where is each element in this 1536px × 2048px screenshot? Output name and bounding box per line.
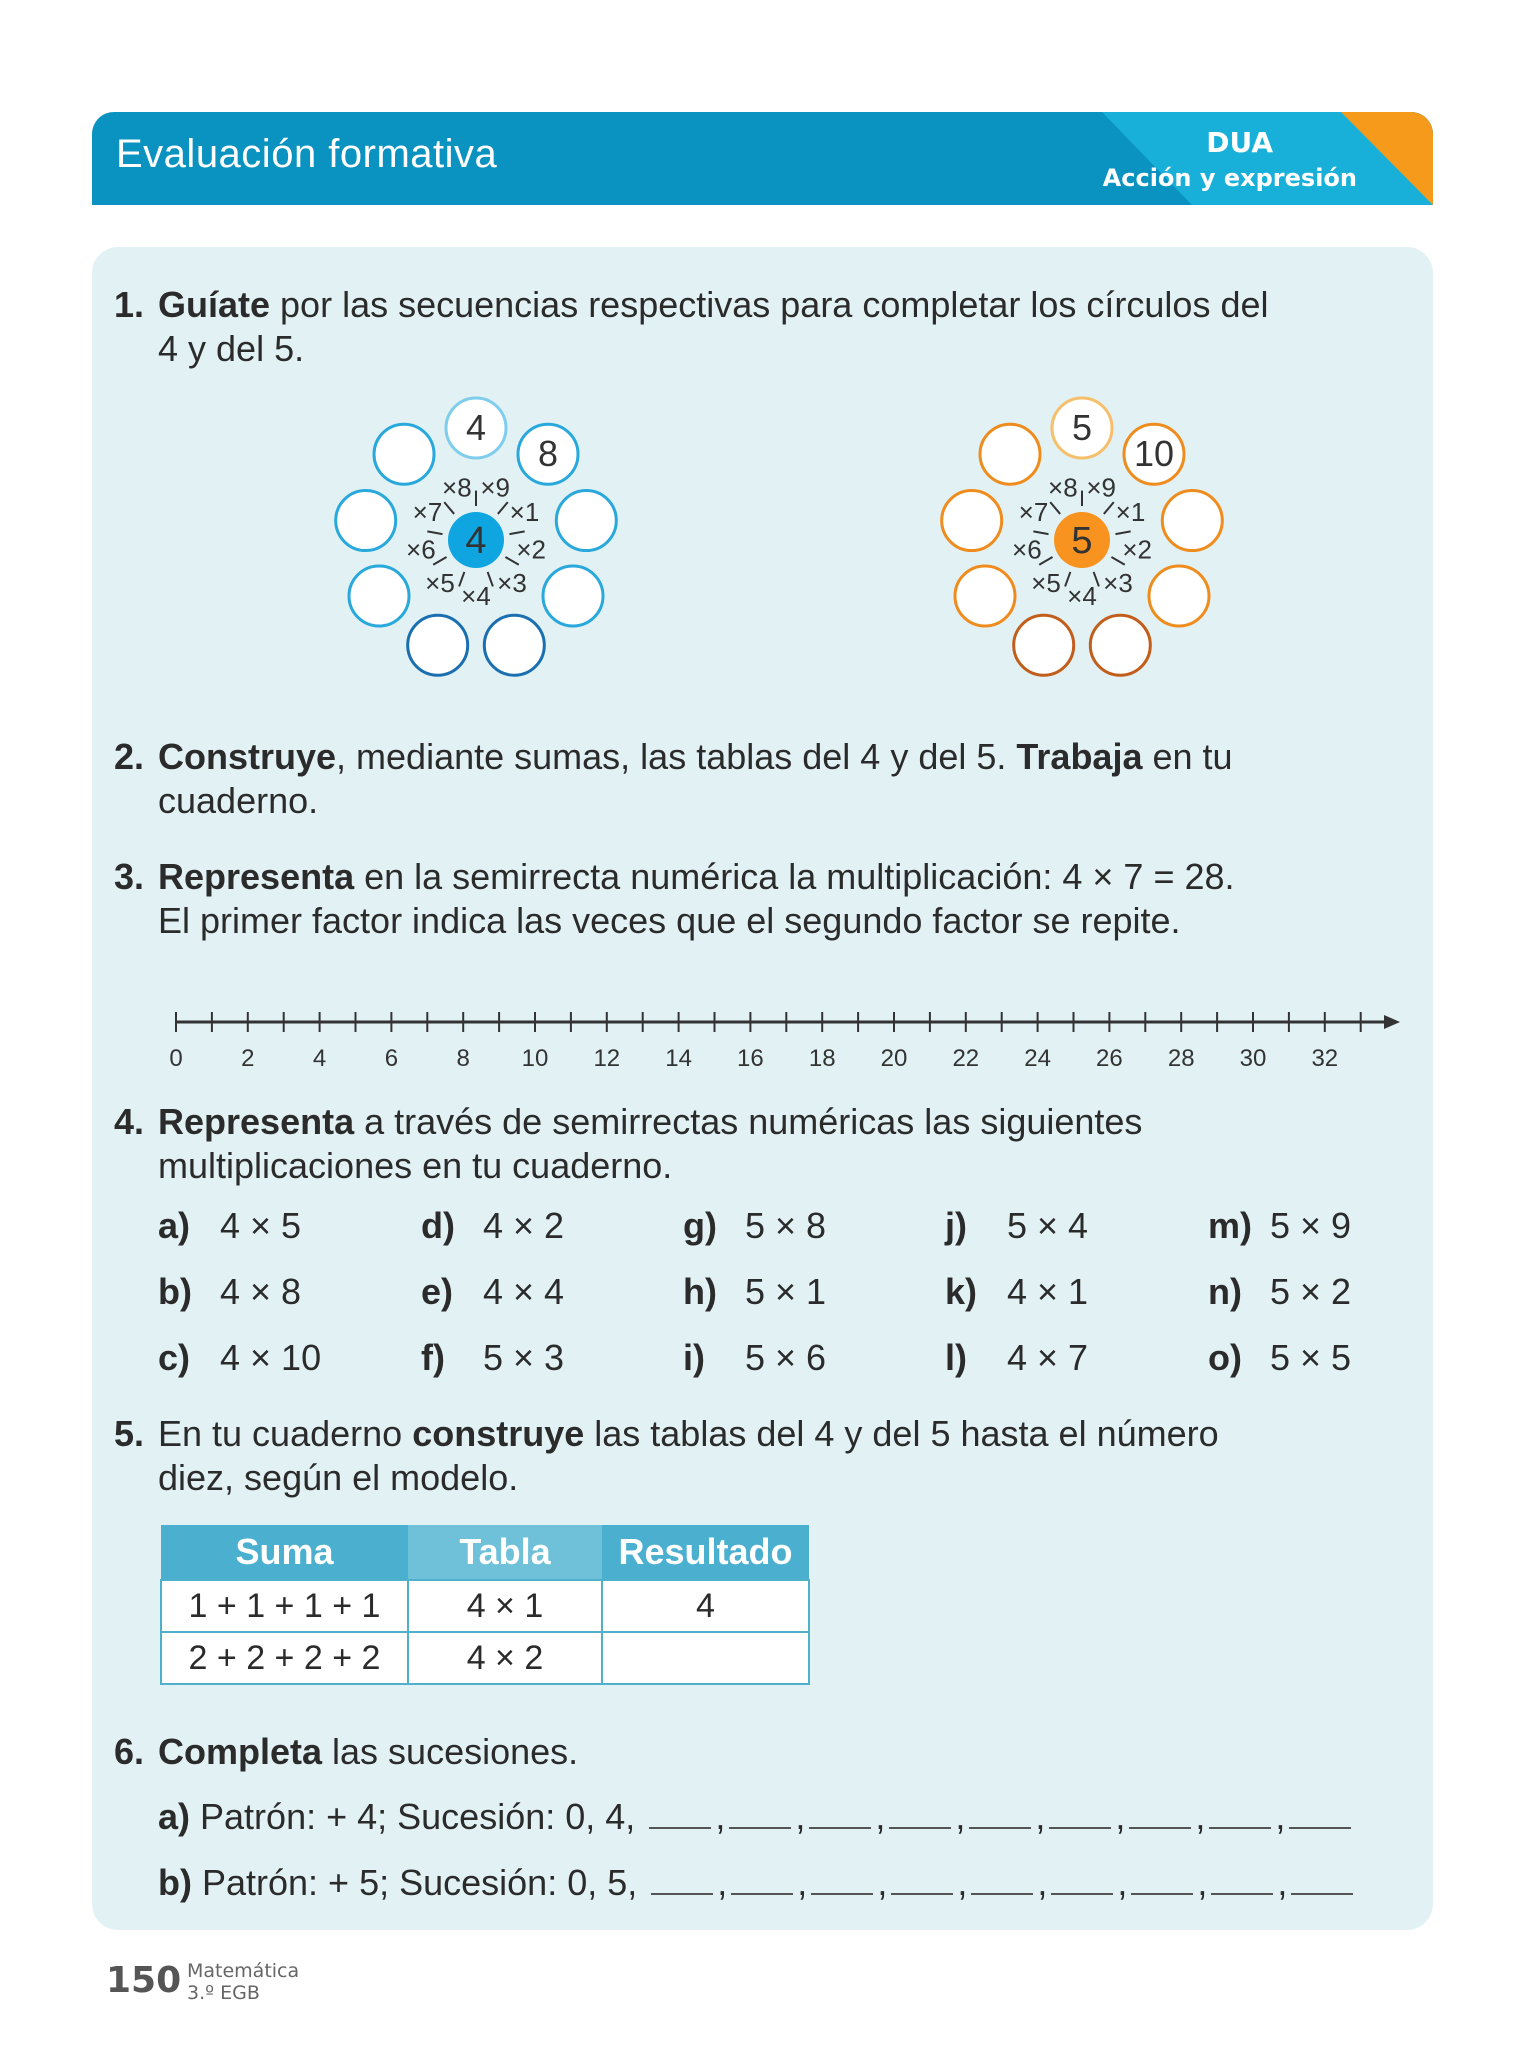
flower-factor-label: ×3	[1103, 567, 1133, 598]
answer-blank[interactable]	[1289, 1797, 1351, 1829]
multiplication-item	[683, 1271, 826, 1313]
tick-label: 6	[384, 1045, 399, 1072]
axis-arrow	[1384, 1015, 1400, 1029]
answer-blank[interactable]	[649, 1797, 711, 1829]
table-cell: 1 + 1 + 1 + 1	[161, 1580, 408, 1632]
tick-label: 2	[241, 1045, 255, 1072]
question-text: Representa en la semirrecta numérica la multiplicación: 4 × 7 = 28.	[158, 856, 1235, 897]
multiplication-item	[421, 1337, 564, 1379]
model-table	[160, 1525, 810, 1685]
item-expression: 4 × 8	[220, 1271, 302, 1312]
petal-value: 5	[1071, 407, 1093, 448]
item-letter: j)	[945, 1205, 967, 1246]
item-letter: f)	[421, 1337, 445, 1378]
flower-spoke	[1050, 502, 1060, 514]
multiplication-item	[421, 1271, 564, 1313]
answer-blank[interactable]	[1209, 1797, 1271, 1829]
item-letter: d)	[421, 1205, 455, 1246]
sequence-label: b)	[158, 1862, 192, 1903]
item-expression: 5 × 5	[1270, 1337, 1352, 1378]
multiplication-item	[1208, 1271, 1351, 1313]
tick-label: 10	[521, 1045, 549, 1072]
flower-factor-label: ×2	[516, 534, 546, 565]
footer-grade: 3.º EGB	[187, 1982, 260, 2004]
flower-4	[336, 398, 617, 675]
flower-spoke	[427, 531, 442, 534]
tick-label: 18	[808, 1045, 836, 1072]
question-text-line2: El primer factor indica las veces que el segundo factor se repite.	[158, 900, 1181, 941]
tick-label: 24	[1024, 1045, 1051, 1072]
item-expression: 5 × 2	[1270, 1271, 1352, 1312]
answer-blank[interactable]	[1129, 1797, 1191, 1829]
table-cell: 2 + 2 + 2 + 2	[161, 1632, 408, 1684]
question-2	[114, 735, 1434, 825]
sequence-text: Patrón: + 4; Sucesión: 0, 4,	[190, 1796, 636, 1837]
flower-petal[interactable]	[1090, 615, 1150, 675]
flower-factor-label: ×4	[461, 581, 491, 611]
multiplication-item	[945, 1271, 1088, 1313]
answer-blank[interactable]	[1211, 1863, 1273, 1895]
item-expression: 5 × 4	[1007, 1205, 1089, 1246]
item-expression: 4 × 1	[1007, 1271, 1089, 1312]
item-expression: 4 × 10	[220, 1337, 322, 1378]
flower-factor-label: ×2	[1122, 534, 1152, 565]
answer-blank[interactable]	[1051, 1863, 1113, 1895]
flower-factor-label: ×5	[1031, 567, 1061, 598]
multiplication-item	[945, 1337, 1088, 1379]
question-6	[114, 1730, 1434, 1780]
multiplication-item	[158, 1205, 301, 1247]
item-expression: 4 × 4	[483, 1271, 565, 1312]
answer-blank[interactable]	[731, 1863, 793, 1895]
flower-petal[interactable]	[1014, 615, 1074, 675]
flower-spoke	[1033, 531, 1048, 534]
item-letter: e)	[421, 1271, 454, 1312]
answer-blank[interactable]	[969, 1797, 1031, 1829]
tick-label: 32	[1311, 1045, 1339, 1072]
answer-blank[interactable]	[651, 1863, 713, 1895]
item-letter: i)	[683, 1337, 705, 1378]
flower-factor-label: ×1	[1115, 497, 1146, 527]
question-number: 5.	[114, 1413, 145, 1454]
multiplication-item	[1208, 1337, 1351, 1379]
multiplication-item	[158, 1271, 301, 1313]
item-expression: 5 × 1	[745, 1271, 827, 1312]
section-header	[92, 112, 1433, 205]
flower-spoke	[444, 502, 454, 514]
question-text: En tu cuaderno construye las tablas del 4 y del 5 hasta el número	[158, 1413, 1219, 1454]
multiplication-item	[683, 1337, 826, 1379]
multiplication-item	[158, 1337, 321, 1379]
flower-petal[interactable]	[349, 566, 409, 626]
question-3	[114, 855, 1434, 945]
sequence-a	[158, 1796, 1355, 1838]
tick-label: 22	[952, 1045, 980, 1072]
question-number: 1.	[114, 284, 145, 325]
flower-factor-label: ×1	[509, 497, 540, 527]
section-title: Evaluación formativa	[116, 132, 498, 176]
item-letter: l)	[945, 1337, 967, 1378]
question-number: 2.	[114, 736, 145, 777]
tick-label: 30	[1239, 1045, 1267, 1072]
table-header-resultado: Resultado	[602, 1525, 809, 1580]
flower-petal[interactable]	[543, 566, 603, 626]
tick-label: 8	[456, 1045, 470, 1072]
petal-value: 4	[465, 407, 487, 448]
answer-blank[interactable]	[1049, 1797, 1111, 1829]
tick-label: 26	[1096, 1045, 1123, 1072]
sequence-text: Patrón: + 5; Sucesión: 0, 5,	[191, 1862, 638, 1903]
flower-petal[interactable]	[942, 491, 1002, 551]
question-text-line2: cuaderno.	[158, 780, 319, 821]
item-letter: o)	[1208, 1337, 1242, 1378]
sequence-blanks: , , , , , , , ,	[647, 1862, 1357, 1903]
flower-factor-label: ×4	[1067, 581, 1097, 611]
tick-label: 4	[312, 1045, 327, 1072]
flower-center-value: 4	[465, 520, 487, 562]
flower-petal[interactable]	[484, 615, 544, 675]
item-expression: 4 × 2	[483, 1205, 565, 1246]
table-row	[161, 1580, 809, 1632]
footer-subject: Matemática	[187, 1960, 300, 1982]
answer-blank[interactable]	[889, 1797, 951, 1829]
table-cell: 4	[602, 1580, 809, 1632]
table-header-tabla: Tabla	[408, 1525, 602, 1580]
flower-5	[942, 398, 1223, 675]
question-text: Guíate por las secuencias respectivas para completar los círculos del	[158, 284, 1269, 325]
question-number: 6.	[114, 1731, 145, 1772]
flower-factor-label: ×6	[406, 534, 436, 565]
question-text: Representa a través de semirrectas numéricas las siguientes	[158, 1101, 1143, 1142]
flower-factor-label: ×8	[442, 472, 472, 503]
question-text: Completa las sucesiones.	[158, 1731, 579, 1772]
flower-petal[interactable]	[980, 424, 1040, 484]
flower-petal[interactable]	[1149, 566, 1209, 626]
flower-spoke	[1115, 531, 1130, 534]
number-line	[0, 1000, 1536, 1080]
flower-factor-label: ×5	[425, 567, 455, 598]
dua-subtitle: Acción y expresión	[1102, 164, 1357, 192]
answer-blank[interactable]	[1131, 1863, 1193, 1895]
item-letter: m)	[1208, 1205, 1252, 1246]
answer-blank[interactable]	[891, 1863, 953, 1895]
answer-blank[interactable]	[1291, 1863, 1353, 1895]
question-text: Construye, mediante sumas, las tablas del 4 y del 5. Trabaja en tu	[158, 736, 1233, 777]
item-letter: k)	[945, 1271, 978, 1312]
page-number: 150	[106, 1960, 182, 2001]
flower-factor-label: ×9	[1086, 472, 1116, 503]
sequence-blanks: , , , , , , , ,	[645, 1796, 1355, 1837]
petal-value: 10	[1133, 433, 1175, 475]
tick-label: 12	[593, 1045, 621, 1072]
table-header-suma: Suma	[161, 1525, 408, 1580]
multiplication-item	[421, 1205, 564, 1247]
table-cell: 4 × 2	[408, 1632, 602, 1684]
tick-label: 16	[737, 1045, 764, 1072]
flower-petal[interactable]	[556, 491, 616, 551]
item-letter: n)	[1208, 1271, 1242, 1312]
item-letter: h)	[683, 1271, 717, 1312]
flower-petal[interactable]	[408, 615, 468, 675]
question-5	[114, 1412, 1434, 1502]
petal-value: 8	[537, 433, 559, 475]
table-cell: 4 × 1	[408, 1580, 602, 1632]
question-text-line2: 4 y del 5.	[158, 328, 305, 369]
multiplication-item	[945, 1205, 1088, 1247]
flower-factor-label: ×7	[412, 497, 443, 527]
item-letter: a)	[158, 1205, 191, 1246]
multiplication-item	[683, 1205, 826, 1247]
item-letter: g)	[683, 1205, 717, 1246]
flower-petal[interactable]	[955, 566, 1015, 626]
flower-spoke	[509, 531, 524, 534]
table-row	[161, 1632, 809, 1684]
item-expression: 5 × 8	[745, 1205, 827, 1246]
question-number: 4.	[114, 1101, 145, 1142]
dua-label: DUA	[1206, 126, 1273, 159]
question-text-line2: multiplicaciones en tu cuaderno.	[158, 1145, 673, 1186]
item-expression: 5 × 3	[483, 1337, 565, 1378]
item-letter: c)	[158, 1337, 191, 1378]
item-expression: 4 × 5	[220, 1205, 302, 1246]
tick-label: 28	[1167, 1045, 1195, 1072]
sequence-b	[158, 1862, 1357, 1904]
question-4	[114, 1100, 1434, 1190]
question-number: 3.	[114, 856, 145, 897]
flower-factor-label: ×8	[1048, 472, 1078, 503]
item-expression: 4 × 7	[1007, 1337, 1089, 1378]
multiplication-flowers	[0, 380, 1536, 720]
tick-label: 14	[665, 1045, 692, 1072]
flower-petal[interactable]	[336, 491, 396, 551]
flower-factor-label: ×9	[480, 472, 510, 503]
answer-blank[interactable]	[971, 1863, 1033, 1895]
item-expression: 5 × 6	[745, 1337, 827, 1378]
flower-factor-label: ×7	[1018, 497, 1049, 527]
flower-center-value: 5	[1071, 520, 1093, 562]
flower-factor-label: ×6	[1012, 534, 1042, 565]
table-cell-blank[interactable]	[602, 1632, 809, 1684]
question-text-line2: diez, según el modelo.	[158, 1457, 519, 1498]
flower-factor-label: ×3	[497, 567, 527, 598]
flower-petal[interactable]	[374, 424, 434, 484]
flower-petal[interactable]	[1162, 491, 1222, 551]
answer-blank[interactable]	[729, 1797, 791, 1829]
flower-spoke	[498, 502, 508, 514]
answer-blank[interactable]	[809, 1797, 871, 1829]
sequence-label: a)	[158, 1796, 191, 1837]
multiplication-item	[1208, 1205, 1351, 1247]
question-1	[114, 283, 1434, 383]
tick-label: 0	[169, 1045, 183, 1072]
item-letter: b)	[158, 1271, 192, 1312]
flower-spoke	[1104, 502, 1114, 514]
tick-label: 20	[880, 1045, 908, 1072]
item-expression: 5 × 9	[1270, 1205, 1352, 1246]
answer-blank[interactable]	[811, 1863, 873, 1895]
